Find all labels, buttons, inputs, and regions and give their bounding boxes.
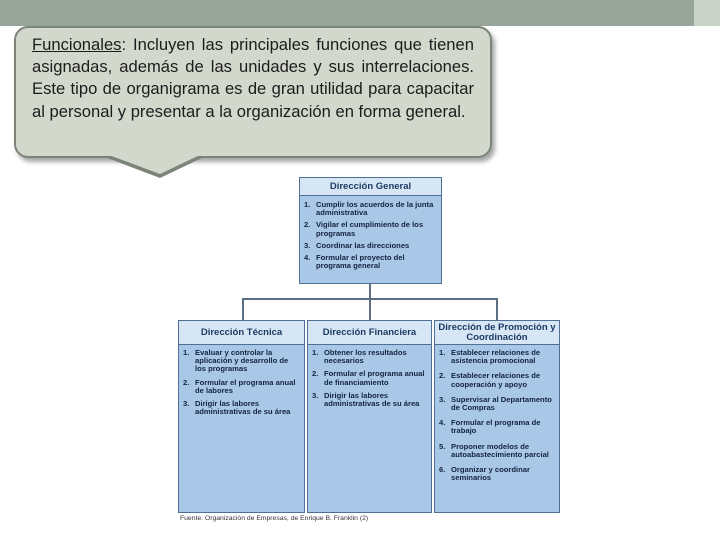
item-number: 1.	[304, 200, 311, 209]
item-text: Organizar y coordinar seminarios	[451, 465, 530, 483]
item-number: 3.	[312, 390, 319, 400]
box-title: Dirección Técnica	[179, 321, 304, 345]
item-text: Proponer modelos de autoabastecimiento parcial	[451, 441, 549, 459]
item-number: 4.	[439, 418, 446, 428]
function-item	[304, 221, 438, 237]
function-item	[439, 349, 556, 365]
connector-left	[242, 298, 244, 320]
function-item	[439, 466, 556, 482]
callout-description: : Incluyen las principales funciones que tienen asignadas, además de las unidades y sus interrelaciones. Este tipo de organigrama es de gran utilidad para capacitar al personal y presentar a la organización en forma general.	[32, 35, 474, 121]
slide-corner-block	[694, 0, 720, 26]
item-number: 1.	[183, 348, 190, 357]
item-text: Cumplir los acuerdos de la junta administrativa	[316, 200, 434, 218]
box-direccion-tecnica	[178, 320, 305, 513]
item-number: 2.	[183, 377, 190, 387]
function-item	[439, 443, 556, 459]
item-number: 2.	[304, 220, 311, 230]
item-number: 2.	[439, 371, 446, 381]
item-text: Evaluar y controlar la aplicación y desarrollo de los programas	[195, 348, 289, 374]
item-text: Dirigir las labores administrativas de su área	[195, 399, 291, 417]
function-item	[439, 372, 556, 388]
item-number: 2.	[312, 369, 319, 379]
box-direccion-general	[299, 177, 442, 284]
item-text: Formular el programa anual de financiamiento	[324, 369, 425, 387]
item-text: Formular el proyecto del programa general	[316, 253, 405, 271]
connector-right	[496, 298, 498, 320]
box-title: Dirección de Promoción y Coordinación	[435, 321, 559, 345]
connector-vertical-top	[369, 284, 371, 299]
function-list	[183, 349, 301, 421]
slide-top-bar	[0, 0, 720, 26]
item-number: 4.	[304, 253, 311, 263]
box-title: Dirección General	[300, 178, 441, 196]
box-direccion-promocion	[434, 320, 560, 513]
item-text: Coordinar las direcciones	[316, 240, 410, 250]
function-list	[304, 201, 438, 274]
function-list	[439, 349, 556, 489]
function-item	[312, 349, 428, 365]
function-item	[312, 370, 428, 386]
item-text: Formular el programa anual de labores	[195, 377, 296, 395]
function-item	[304, 242, 438, 250]
item-number: 1.	[312, 348, 319, 357]
callout-tail	[106, 154, 202, 174]
function-item	[304, 201, 438, 217]
item-number: 3.	[304, 240, 311, 250]
item-number: 6.	[439, 465, 446, 475]
connector-middle	[369, 298, 371, 320]
chart-source: Fuente: Organización de Empresas, de Enrique B. Franklin (2)	[180, 515, 369, 522]
item-text: Supervisar al Departamento de Compras	[451, 394, 552, 413]
item-text: Obtener los resultados necesarios	[324, 348, 407, 366]
function-item	[439, 419, 556, 435]
callout-text	[32, 34, 474, 123]
function-item	[439, 396, 556, 412]
item-text: Establecer relaciones de asistencia promocional	[451, 348, 541, 366]
item-text: Formular el programa de trabajo	[451, 418, 541, 436]
callout-term: Funcionales	[32, 35, 122, 54]
item-text: Establecer relaciones de cooperación y apoyo	[451, 371, 541, 389]
item-number: 3.	[439, 394, 446, 404]
function-item	[183, 349, 301, 374]
item-number: 3.	[183, 399, 190, 409]
function-item	[183, 379, 301, 395]
item-number: 5.	[439, 441, 446, 451]
function-list	[312, 349, 428, 413]
item-text: Vigilar el cumplimiento de los programas	[316, 220, 424, 238]
function-item	[304, 254, 438, 270]
item-text: Dirigir las labores administrativas de su área	[324, 390, 420, 409]
callout-bubble	[14, 26, 492, 158]
function-item	[183, 400, 301, 416]
box-title: Dirección Financiera	[308, 321, 431, 345]
item-number: 1.	[439, 348, 446, 357]
function-item	[312, 392, 428, 408]
box-direccion-financiera	[307, 320, 432, 513]
